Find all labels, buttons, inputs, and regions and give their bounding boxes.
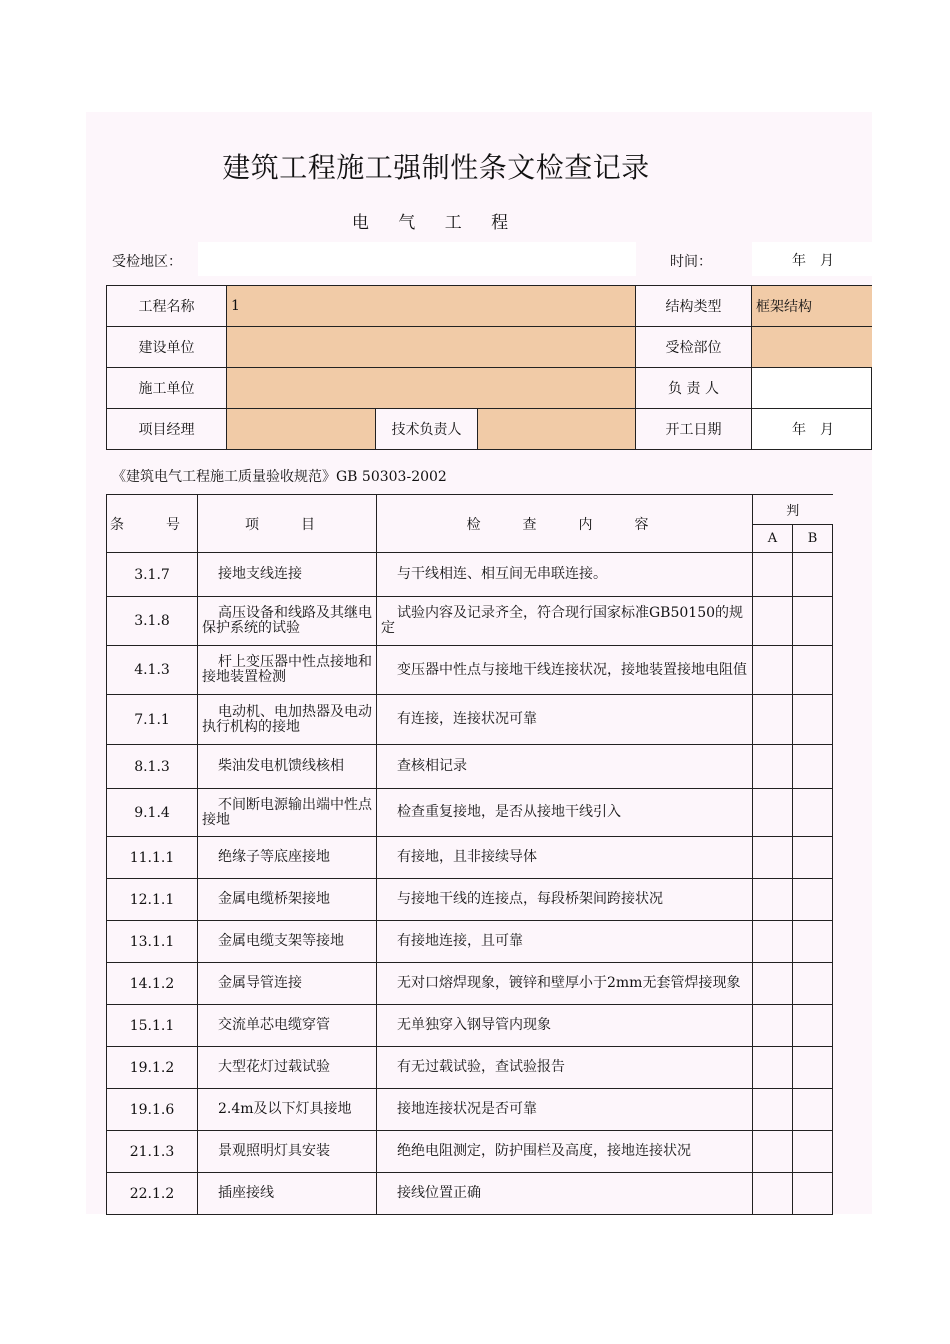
row-code: 21.1.3	[107, 1131, 198, 1173]
header-b: B	[793, 525, 833, 553]
row-item	[198, 553, 377, 597]
table-row	[107, 553, 833, 597]
row-content	[377, 1131, 753, 1173]
inspection-rows	[107, 553, 833, 1215]
row-judge-b[interactable]	[793, 695, 833, 745]
row-content	[377, 963, 753, 1005]
row-judge-a[interactable]	[753, 1173, 793, 1215]
row-judge-a[interactable]	[753, 1089, 793, 1131]
row-item-text: 绝缘子等底座接地	[218, 849, 330, 865]
row-item	[198, 1173, 377, 1215]
row-content-text: 与接地干线的连接点，每段桥架间跨接状况	[397, 891, 663, 907]
row-content-text: 检查重复接地，是否从接地干线引入	[397, 804, 621, 820]
row-code: 3.1.8	[107, 597, 198, 646]
row-code: 13.1.1	[107, 921, 198, 963]
row-content	[377, 1005, 753, 1047]
structure-type-field[interactable]: 框架结构	[752, 286, 872, 327]
row-judge-b[interactable]	[793, 837, 833, 879]
row-item-text: 高压设备和线路及其继电保护系统的试验	[202, 605, 372, 636]
row-item-text: 接地支线连接	[218, 566, 302, 582]
row-judge-b[interactable]	[793, 646, 833, 695]
page-subtitle: 电 气 工 程	[351, 213, 521, 233]
row-content-text: 查核相记录	[397, 758, 467, 774]
header-judge: 判	[753, 495, 833, 525]
row-judge-a[interactable]	[753, 1005, 793, 1047]
area-label: 受检地区：	[112, 254, 182, 270]
row-judge-b[interactable]	[793, 921, 833, 963]
row-content-text: 试验内容及记录齐全，符合现行国家标准GB50150的规定	[381, 605, 744, 636]
row-code: 14.1.2	[107, 963, 198, 1005]
row-code: 12.1.1	[107, 879, 198, 921]
row-code: 3.1.7	[107, 553, 198, 597]
contractor-label: 施工单位	[107, 368, 227, 409]
inspected-part-field[interactable]	[752, 327, 872, 368]
start-date-label: 开工日期	[636, 409, 752, 450]
row-item	[198, 963, 377, 1005]
row-content-text: 无对口熔焊现象，镀锌和壁厚小于2mm无套管焊接现象	[397, 975, 741, 991]
inspection-table	[106, 494, 833, 1215]
row-judge-b[interactable]	[793, 553, 833, 597]
time-value: 年 月	[792, 253, 834, 269]
table-row	[107, 1131, 833, 1173]
row-content	[377, 646, 753, 695]
project-name-label: 工程名称	[107, 286, 227, 327]
row-item-text: 大型花灯过载试验	[218, 1059, 330, 1075]
row-content	[377, 553, 753, 597]
row-item	[198, 646, 377, 695]
row-code: 9.1.4	[107, 789, 198, 837]
row-content	[377, 745, 753, 789]
project-info-table	[106, 285, 872, 450]
row-item-text: 插座接线	[218, 1185, 274, 1201]
responsible-field[interactable]	[752, 368, 872, 409]
row-item	[198, 1089, 377, 1131]
row-judge-a[interactable]	[753, 695, 793, 745]
row-content-text: 接线位置正确	[397, 1185, 481, 1201]
row-judge-b[interactable]	[793, 963, 833, 1005]
row-content-text: 变压器中性点与接地干线连接状况，接地装置接地电阻值	[397, 661, 747, 678]
row-item	[198, 789, 377, 837]
project-name-field[interactable]: 1	[227, 286, 636, 327]
row-item-text: 电动机、电加热器及电动执行机构的接地	[202, 703, 372, 735]
row-content-text: 有接地，且非接续导体	[397, 849, 537, 865]
time-label: 时间：	[670, 254, 712, 270]
row-item-text: 杆上变压器中性点接地和接地装置检测	[202, 654, 372, 685]
table-row	[107, 837, 833, 879]
row-content-text: 有接地连接，且可靠	[397, 933, 523, 949]
row-judge-a[interactable]	[753, 963, 793, 1005]
row-item	[198, 1047, 377, 1089]
row-item	[198, 837, 377, 879]
table-row	[107, 1173, 833, 1215]
responsible-label: 负 责 人	[636, 368, 752, 409]
row-judge-b[interactable]	[793, 597, 833, 646]
row-item-text: 景观照明灯具安装	[218, 1143, 330, 1159]
table-row	[107, 963, 833, 1005]
row-judge-a[interactable]	[753, 745, 793, 789]
row-content-text: 无单独穿入钢导管内现象	[397, 1017, 551, 1033]
standard-reference: 《建筑电气工程施工质量验收规范》GB 50303-2002	[112, 469, 447, 485]
row-code: 8.1.3	[107, 745, 198, 789]
area-input[interactable]	[198, 242, 636, 276]
row-item-text: 金属电缆支架等接地	[218, 933, 344, 949]
row-item	[198, 1131, 377, 1173]
inspected-part-label: 受检部位	[636, 327, 752, 368]
row-judge-b[interactable]	[793, 1005, 833, 1047]
row-item	[198, 879, 377, 921]
row-content	[377, 879, 753, 921]
row-content	[377, 597, 753, 646]
row-item	[198, 597, 377, 646]
table-row	[107, 789, 833, 837]
row-content	[377, 1173, 753, 1215]
row-content	[377, 695, 753, 745]
contractor-field[interactable]	[227, 368, 636, 409]
builder-field[interactable]	[227, 327, 636, 368]
table-row	[107, 745, 833, 789]
row-item-text: 柴油发电机馈线核相	[218, 758, 344, 774]
row-content	[377, 921, 753, 963]
row-item	[198, 695, 377, 745]
table-row	[107, 921, 833, 963]
builder-label: 建设单位	[107, 327, 227, 368]
row-judge-a[interactable]	[753, 837, 793, 879]
row-item-text: 交流单芯电缆穿管	[218, 1017, 330, 1033]
row-content-text: 有无过载试验，查试验报告	[397, 1059, 565, 1075]
structure-type-label: 结构类型	[636, 286, 752, 327]
row-content	[377, 789, 753, 837]
row-judge-b[interactable]	[793, 745, 833, 789]
row-code: 15.1.1	[107, 1005, 198, 1047]
table-row	[107, 646, 833, 695]
row-item	[198, 1005, 377, 1047]
row-item-text: 不间断电源输出端中性点接地	[202, 796, 372, 828]
row-code: 11.1.1	[107, 837, 198, 879]
row-content	[377, 1047, 753, 1089]
table-row	[107, 597, 833, 646]
row-item-text: 2.4m及以下灯具接地	[218, 1101, 352, 1117]
row-code: 19.1.2	[107, 1047, 198, 1089]
row-code: 7.1.1	[107, 695, 198, 745]
row-judge-b[interactable]	[793, 789, 833, 837]
row-content-text: 有连接，连接状况可靠	[397, 711, 537, 727]
table-row	[107, 879, 833, 921]
row-code: 19.1.6	[107, 1089, 198, 1131]
table-row	[107, 695, 833, 745]
row-item-text: 金属电缆桥架接地	[218, 891, 330, 907]
row-item	[198, 745, 377, 789]
row-item-text: 金属导管连接	[218, 975, 302, 991]
row-judge-a[interactable]	[753, 597, 793, 646]
row-judge-b[interactable]	[793, 879, 833, 921]
row-judge-a[interactable]	[753, 1131, 793, 1173]
page-title: 建筑工程施工强制性条文检查记录	[222, 151, 650, 184]
start-date-field[interactable]: 年 月	[752, 409, 872, 450]
table-row	[107, 1089, 833, 1131]
row-judge-b[interactable]	[793, 1173, 833, 1215]
row-judge-a[interactable]	[753, 1047, 793, 1089]
row-judge-a[interactable]	[753, 921, 793, 963]
project-manager-label: 项目经理	[107, 409, 227, 450]
tech-lead-field[interactable]	[478, 409, 636, 450]
row-content	[377, 837, 753, 879]
row-judge-a[interactable]	[753, 879, 793, 921]
table-row	[107, 1047, 833, 1089]
row-judge-b[interactable]	[793, 1131, 833, 1173]
row-judge-b[interactable]	[793, 1047, 833, 1089]
row-judge-a[interactable]	[753, 553, 793, 597]
row-judge-a[interactable]	[753, 789, 793, 837]
row-judge-b[interactable]	[793, 1089, 833, 1131]
table-row	[107, 1005, 833, 1047]
row-content-text: 接地连接状况是否可靠	[397, 1101, 537, 1117]
tech-lead-label: 技术负责人	[376, 409, 478, 450]
row-content-text: 绝绝电阻测定，防护围栏及高度，接地连接状况	[397, 1143, 691, 1159]
row-item	[198, 921, 377, 963]
header-content: 检 查 内 容	[377, 495, 753, 553]
row-content-text: 与干线相连、相互间无串联连接。	[397, 566, 607, 582]
row-code: 22.1.2	[107, 1173, 198, 1215]
row-code: 4.1.3	[107, 646, 198, 695]
row-judge-a[interactable]	[753, 646, 793, 695]
header-code: 条 号	[107, 495, 198, 553]
project-manager-field[interactable]	[227, 409, 376, 450]
row-content	[377, 1089, 753, 1131]
header-a: A	[753, 525, 793, 553]
header-item: 项 目	[198, 495, 377, 553]
